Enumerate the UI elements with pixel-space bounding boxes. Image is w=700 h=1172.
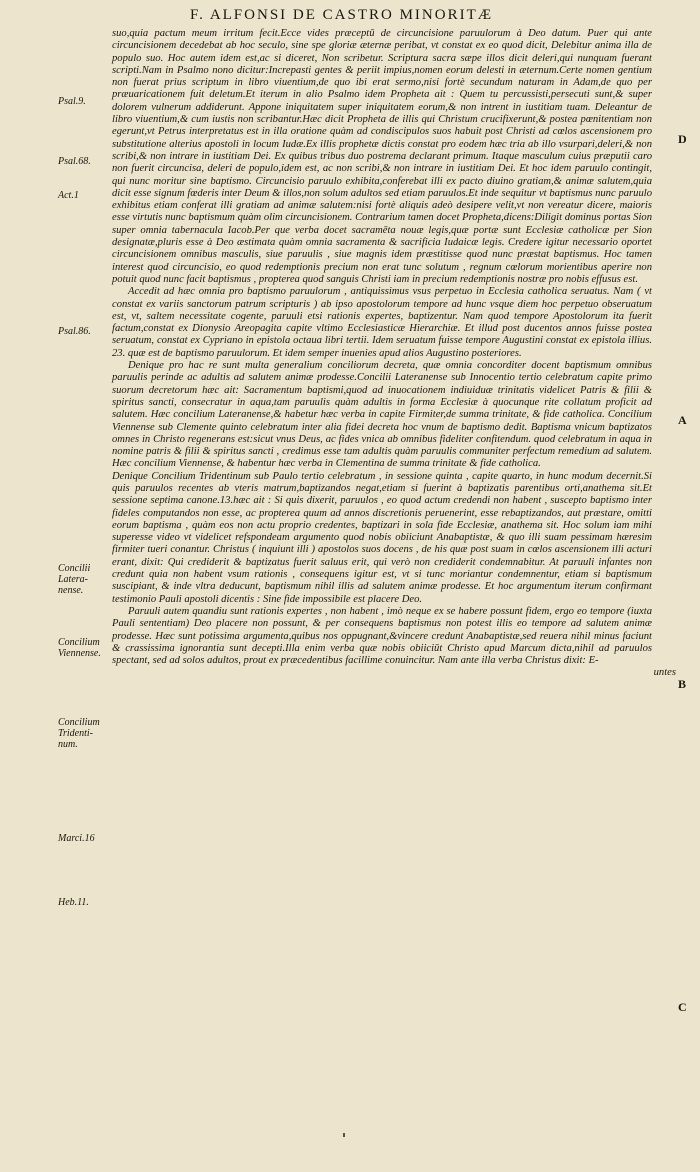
catchword: untes	[653, 667, 676, 679]
margin-note-psal86: Psal.86.	[58, 326, 91, 337]
margin-note-marci16: Marci.16	[58, 833, 95, 844]
paragraph-2: Accedit ad hæc omnia pro baptismo paruulorum , antiquissimus vsus perpetuo in Ecclesia catholica seruatus. Nam ( vt constat ex variis sanctorum patrum scripturis ) ab ipso apostolorum tempore ad hunc vsque diem hoc perpetuo obseruatum est, vt, saltem necessitate cogente, paruuli etsi rationis expertes, baptizentur. Nam quod tempore Apostolorum ita fuerit factum,constat ex Dionysio Areopagita capite vltimo Ecclesiasticæ Hierarchiæ. Et illud post ducentos annos fuisse postea seruatum, constat ex Cypriano in epistola octaua libri tertii. Idem seruatum fuisse tempore Augustini constat ex epistola illius. 23. quæ est de baptismo paruulorum. Et idem semper inuenies apud alios Augustino posteriores.	[112, 286, 652, 359]
paragraph-5: Paruuli autem quandiu sunt rationis expertes , non habent , imò neque ex se habere possunt fidem, ergo eo tempore (iuxta Pauli sententiam) Deo placere non possunt, & per consequens baptismus non potest illis eo tempore ad salutem animæ prodesse. Hæc sunt potissima argumenta,quibus nos oppugnant,&vincere credunt Anabaptistæ,sed reuera nihil minus faciunt & crassissima ignorantia sunt decepti.Illa enim verba quæ nobis obiiciūt Christo apud Marcum dicta,nihil ad paruulos spectant, sed ad solos adultos, prout ex præcedentibus facillime conuincitur. Nam ante illa verba Christus dixit: E-	[112, 605, 652, 667]
margin-note-concilium-viennense: Concilium Viennense.	[58, 637, 101, 659]
margin-note-psal68: Psal.68.	[58, 156, 91, 167]
running-header	[0, 7, 700, 29]
margin-note-psal9: Psal.9.	[58, 96, 86, 107]
header-title: F. ALFONSI DE CASTRO MINORITÆ	[190, 7, 494, 23]
paragraph-3: Denique pro hac re sunt multa generalium conciliorum decreta, quæ omnia concorditer docent baptismum omnibus paruulis perinde ac adultis ad salutem animæ prodesse.Concilii Lateranense sub Innocentio tertio celebratum capite primo suorum decretorum hæc ait: Sacramentum baptismi,quod ad inuocationem indiuiduæ trinitatis videlicet Patris & filii & spiritus sancti, consecratur in aqua,tam paruulis quàm adultis in forma Ecclesiæ à quocunque rite collatum proficit ad salutem. Hæc concilium Lateranense,& habetur hæc verba in capite Firmiter,de summa trinitate, & fide catholica. Concilium Viennense sub Clemente quinto celebratum inter alia fidei decreta hoc vnum de baptismo dedit. Baptisma vnicum baptizatos omnes in Christo regenerans est:sicut vnus Deus, ac fides vnica ab omnibus fideliter confitendum. quod celebratum in aqua in nomine patris & filii & spiritus sancti , credimus esse tam adultis quàm paruulis communiter perfectum remedium ad salutem. Hæc concilium Viennense, & habentur hæc verba in Clementina de summa trinitate & fide catholica.	[112, 360, 652, 470]
section-letter-b: B	[678, 677, 687, 691]
section-letter-d: D	[678, 132, 687, 146]
section-letter-c: C	[678, 1000, 687, 1014]
margin-note-act1: Act.1	[58, 190, 79, 201]
section-letter-a: A	[678, 413, 687, 427]
page-mark	[343, 1133, 345, 1137]
margin-note-concilium-lateranense: Concilii Latera-nense.	[58, 563, 91, 596]
main-text	[112, 28, 676, 680]
paragraph-1: suo,quia pactum meum irritum fecit.Ecce vides præceptū de circuncisione paruulorum à Deo datum. Puer qui ante circuncisionem decedebat ab hoc seculo, sine spe gloriæ æternæ peribat, vt constat ex eo quod dicit, Delebitur anima illa de populo suo. Hoc autem idem est,ac si diceret, Non scribetur. Scriptura sacra sæpe illos dicit deleri,qui nunquam fuerant scripti.Nam in Psalmo nono dicitur:Increpasti gentes & periit impius,nomen eorum delesti in æternum.Certe nomen gentium non fuerat prius scriptum in libro viuentium,de quo ibi erat sermo,nisi fortè secundum naturam in Adam,de quo per præuaricationem fuit deletum.Et iterum in alio Psalmo idem Propheta ait : Quem tu percussisti,persecuti sunt,& super dolorem vulnerum addiderunt. Appone iniquitatem super iniquitatem eorum,& non intrent in iustitiam tuam. Deleantur de libro viuentium,& cum iustis non scribantur.Hæc dicit Propheta de illis qui Christum crucifixerunt,& postea pœnitentiam non egerunt,vt Petrus interpretatus est in illa oratione quàm ad condiscipulos suos habuit post Christi ad cœlos ascensionem pro substitutione alterius apostoli in locum Iudæ.Ex illis prophetæ dictis constat pro eodem hæc tria ab illo vsurpari,deleri,& non scribi,& non intrare in iustitiam Dei. Ex quibus tribus duo postrema declarant primum. Itaque masculum cuius præputii caro non fuerit circuncisa, deleri de populo,idem est, ac non scribi,& non intrare in iustitiam Dei. Et hoc idem paruulo contingit, qui nunc moritur sine baptismo. Circuncisio paruulo exhibita,conferebat illi ex pacto diuino gratiam,& animæ salutem,quia dicit esse signum fœderis inter Deum & illos,non solum adultos sed etiam paruulos.Et inde sequitur vt baptismus nunc paruulo exhibitus etiam conferat illi gratiam ad animæ salutem:nisi fortè aliquis adeò desipere velit,vt non vereatur dicere, maioris esse virtutis nunc baptismum quàm olim circuncisionem. Contrarium tamen docet Propheta,dicens:Diligit dominus portas Sion super omnia tabernacula Iacob.Per que verba docet sacramēta nouæ legis,quæ portæ sunt Ecclesiæ catholicæ per Sion designatæ,pluris esse à Deo æstimata quàm omnia sacramenta & sacrificia Iudaicæ legis. Credere igitur necessario oportet circuncisionem omnibus masculis, siue paruulis , siue magnis idem præstitisse quod nunc præstat baptismus. Hoc tamen interest quod circuncisio, eo quod redemptionis precium non erat tunc solutum , regnum cœlorum morientibus aperire non potuit quod nunc facit baptismus , propterea quod sanguis Christi iam in precium redemptionis nostræ pro nobis effusus est.	[112, 28, 652, 285]
margin-note-heb11: Heb.11.	[58, 897, 89, 908]
paragraph-4: Denique Concilium Tridentinum sub Paulo tertio celebratum , in sessione quinta , capite quarto, in hunc modum decernit.Si quis paruulos recentes ab vteris matrum,baptizandos negat,etiam si fuerint à baptizatis parentibus orti,anathema sit.Et sessione septima canone.13.hæc ait : Si quis dixerit, paruulos , eo quod actum credendi non habent , suscepto baptismo inter fideles computandos non esse, ac propterea quum ad annos discretionis peruenerint, esse rebaptizandos, aut præstare, omitti eorum baptisma , quàm eos non actu proprio credentes, baptizari in sola fide Ecclesiæ, anathema sit. Hoc solum iam mihi superesse video vt videlicet refspondeam argumento quod nobis obiiciunt Anabaptistæ, & quo illi suam pessimam hæresim firmiter tueri conantur. Christus ( inquiunt illi ) apostolos suos docens , de his quæ post suam in cœlos ascensionem illi acturi erant, dixit: Qui crediderit & baptizatus fuerit saluus erit, qui verò non crediderit condemnabitur. At paruuli infantes non credunt quia non habent vsum rationis , consequens igitur est, vt si tunc moriantur condemnentur, etiam si baptismum suscipiant, & inde vltra deducunt, baptismum nihil illis ad salutem animæ prodesse. Et hoc argumentum iterum confirmant testimonio Pauli apostoli dicentis : Sine fide impossibile est placere Deo.	[112, 470, 652, 605]
margin-note-concilium-tridentinum: Concilium Tridenti-num.	[58, 717, 100, 750]
